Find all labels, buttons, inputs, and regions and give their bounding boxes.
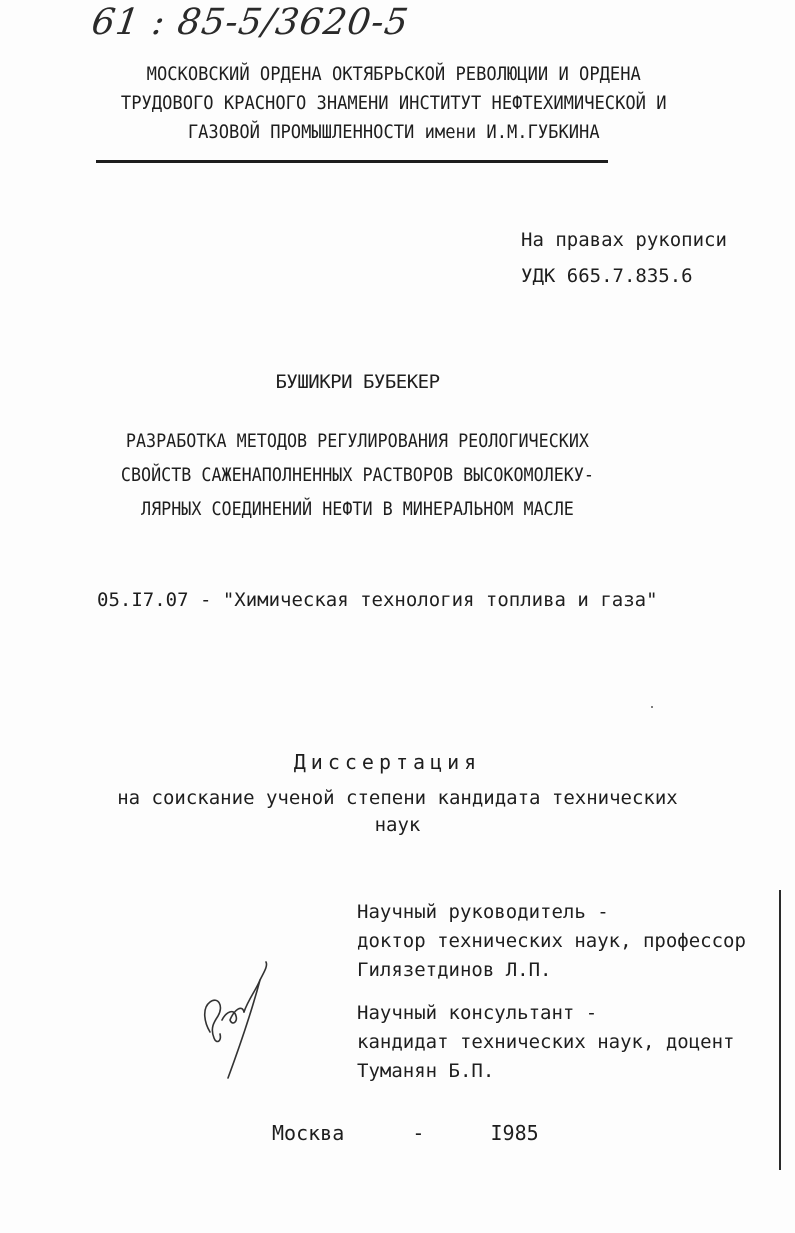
dash: -: [412, 1121, 425, 1145]
handwritten-archive-number: 61 : 85-5/3620-5: [89, 2, 412, 43]
consultant-role: Научный консультант -: [357, 1002, 598, 1024]
degree-line: на соискание ученой степени кандидата технических: [117, 787, 678, 809]
consultant-title: кандидат технических наук, доцент: [357, 1031, 735, 1053]
consultant-name: Туманян Б.П.: [357, 1060, 495, 1082]
author-name: БУШИКРИ БУБЕКЕР: [275, 371, 440, 393]
supervisor-title: доктор технических наук, профессор: [357, 930, 746, 952]
supervisor-name: Гилязетдинов Л.П.: [357, 959, 552, 981]
supervisor-role: Научный руководитель -: [357, 901, 609, 923]
manuscript-rights: На правах рукописи: [521, 229, 727, 251]
title-line: СВОЙСТВ САЖЕНАПОЛНЕННЫХ РАСТВОРОВ ВЫСОКОМОЛЕКУ-: [120, 464, 594, 486]
institution-header: [36, 60, 752, 147]
degree-statement: [0, 785, 795, 839]
institution-line: ТРУДОВОГО КРАСНОГО ЗНАМЕНИ ИНСТИТУТ НЕФТЕХИМИЧЕСКОЙ И: [120, 92, 667, 114]
rights-block: [521, 222, 727, 294]
degree-line: наук: [374, 814, 421, 836]
advisors-block: [357, 898, 746, 1086]
title-line: РАЗРАБОТКА МЕТОДОВ РЕГУЛИРОВАНИЯ РЕОЛОГИЧЕСКИХ: [125, 430, 589, 452]
year: I985: [490, 1121, 539, 1145]
paper-speck: [651, 706, 653, 708]
specialty-code: 05.I7.07 - "Химическая технология топлива и газа": [97, 589, 658, 611]
institution-line: ГАЗОВОЙ ПРОМЫШЛЕННОСТИ имени И.М.ГУБКИНА: [187, 121, 600, 143]
header-divider: [96, 160, 608, 163]
scan-margin-line: [779, 890, 781, 1170]
udc-code: УДК 665.7.835.6: [521, 265, 693, 287]
thesis-title: [43, 424, 672, 526]
place-and-year: [272, 1121, 539, 1145]
city: Москва: [272, 1121, 345, 1145]
handwritten-signature: [190, 960, 280, 1080]
title-line: ЛЯРНЫХ СОЕДИНЕНИЙ НЕФТИ В МИНЕРАЛЬНОМ МАСЛЕ: [141, 498, 574, 520]
institution-line: МОСКОВСКИЙ ОРДЕНА ОКТЯБРЬСКОЙ РЕВОЛЮЦИИ И ОРДЕНА: [146, 63, 641, 85]
dissertation-label: Диссертация: [293, 750, 482, 774]
